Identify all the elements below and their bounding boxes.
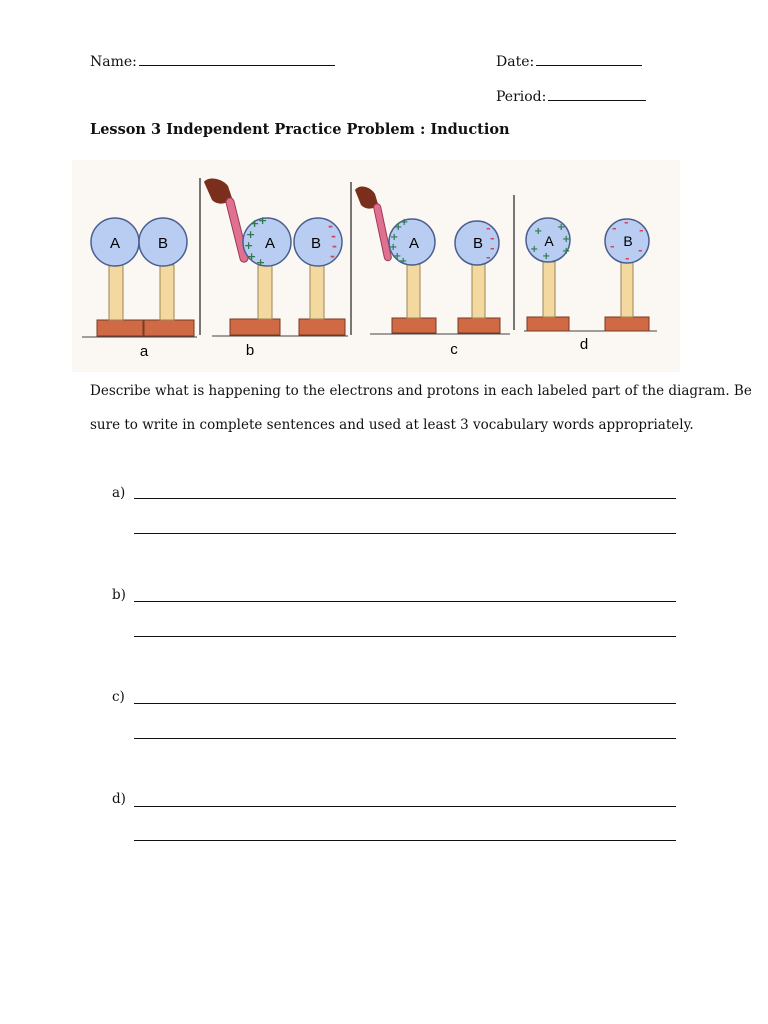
svg-text:+: + (389, 242, 398, 253)
svg-text:-: - (490, 232, 495, 245)
answer-line[interactable] (134, 636, 676, 637)
panel-label-b: b (245, 342, 255, 359)
svg-text:-: - (486, 222, 491, 235)
svg-text:-: - (638, 244, 643, 257)
sphere-a-label: A (408, 235, 420, 252)
induction-diagram (72, 160, 680, 372)
svg-text:+: + (542, 251, 551, 262)
svg-text:+: + (530, 244, 539, 255)
sphere-a-label: A (109, 235, 121, 252)
answer-line[interactable] (134, 498, 676, 499)
svg-text:+: + (393, 251, 402, 262)
answer-line[interactable] (134, 738, 676, 739)
svg-text:-: - (624, 216, 629, 229)
post (472, 264, 485, 318)
base (605, 317, 649, 331)
page-title: Lesson 3 Independent Practice Problem : Induction (90, 121, 510, 138)
answer-label-c: c) (112, 689, 125, 705)
svg-text:-: - (486, 251, 491, 264)
base (144, 320, 194, 336)
svg-text:-: - (625, 252, 630, 265)
answer-line[interactable] (134, 840, 676, 841)
date-field[interactable] (496, 53, 642, 70)
svg-text:+: + (244, 239, 254, 252)
svg-text:+: + (258, 214, 268, 227)
panel-label-c: c (450, 341, 458, 358)
base (230, 319, 280, 335)
svg-text:-: - (490, 242, 495, 255)
svg-text:-: - (331, 229, 336, 243)
sphere-b-label: B (157, 235, 169, 252)
sphere-b-label: B (310, 235, 322, 252)
svg-text:+: + (400, 217, 409, 228)
period-label: Period: (496, 89, 547, 105)
answer-label-b: b) (112, 587, 126, 603)
base (527, 317, 569, 331)
base (97, 320, 143, 336)
post (407, 264, 420, 318)
answer-line[interactable] (134, 533, 676, 534)
answer-label-a: a) (112, 485, 126, 501)
answer-line[interactable] (134, 601, 676, 602)
period-field[interactable] (496, 88, 646, 105)
answer-line[interactable] (134, 703, 676, 704)
svg-text:+: + (390, 232, 399, 243)
svg-text:+: + (247, 250, 257, 263)
name-blank[interactable] (139, 53, 335, 66)
date-label: Date: (496, 54, 535, 70)
instructions-line-1: Describe what is happening to the electrons and protons in each labeled part of the diagram. Be (90, 383, 752, 399)
svg-text:+: + (394, 222, 403, 233)
date-blank[interactable] (536, 53, 642, 66)
svg-text:+: + (534, 226, 543, 237)
period-blank[interactable] (548, 88, 646, 101)
svg-text:-: - (332, 239, 337, 253)
base (299, 319, 345, 335)
svg-text:+: + (399, 256, 408, 267)
panel-label-d: d (579, 336, 589, 353)
svg-text:+: + (246, 228, 256, 241)
post (258, 264, 272, 319)
base (458, 318, 500, 333)
post (310, 264, 324, 319)
post (543, 262, 555, 317)
post (621, 262, 633, 317)
sphere-a-label: A (544, 233, 554, 249)
svg-text:-: - (610, 240, 615, 253)
svg-text:+: + (256, 256, 266, 269)
sphere-a-label: A (264, 235, 276, 252)
post (160, 265, 174, 320)
answer-label-d: d) (112, 791, 126, 807)
sphere-b-label: B (623, 233, 633, 249)
svg-text:-: - (330, 249, 335, 263)
svg-text:-: - (639, 224, 644, 237)
svg-text:+: + (562, 234, 571, 245)
base (392, 318, 436, 333)
name-field[interactable] (90, 53, 335, 70)
svg-text:+: + (557, 222, 566, 233)
sphere-b-label: B (472, 235, 484, 252)
svg-text:+: + (562, 246, 571, 257)
name-label: Name: (90, 54, 137, 70)
instructions-line-2: sure to write in complete sentences and used at least 3 vocabulary words appropriately. (90, 417, 694, 433)
answer-line[interactable] (134, 806, 676, 807)
svg-text:-: - (612, 222, 617, 235)
panel-label-a: a (139, 343, 149, 360)
post (109, 265, 123, 320)
svg-text:-: - (328, 219, 333, 233)
svg-text:+: + (250, 217, 260, 230)
